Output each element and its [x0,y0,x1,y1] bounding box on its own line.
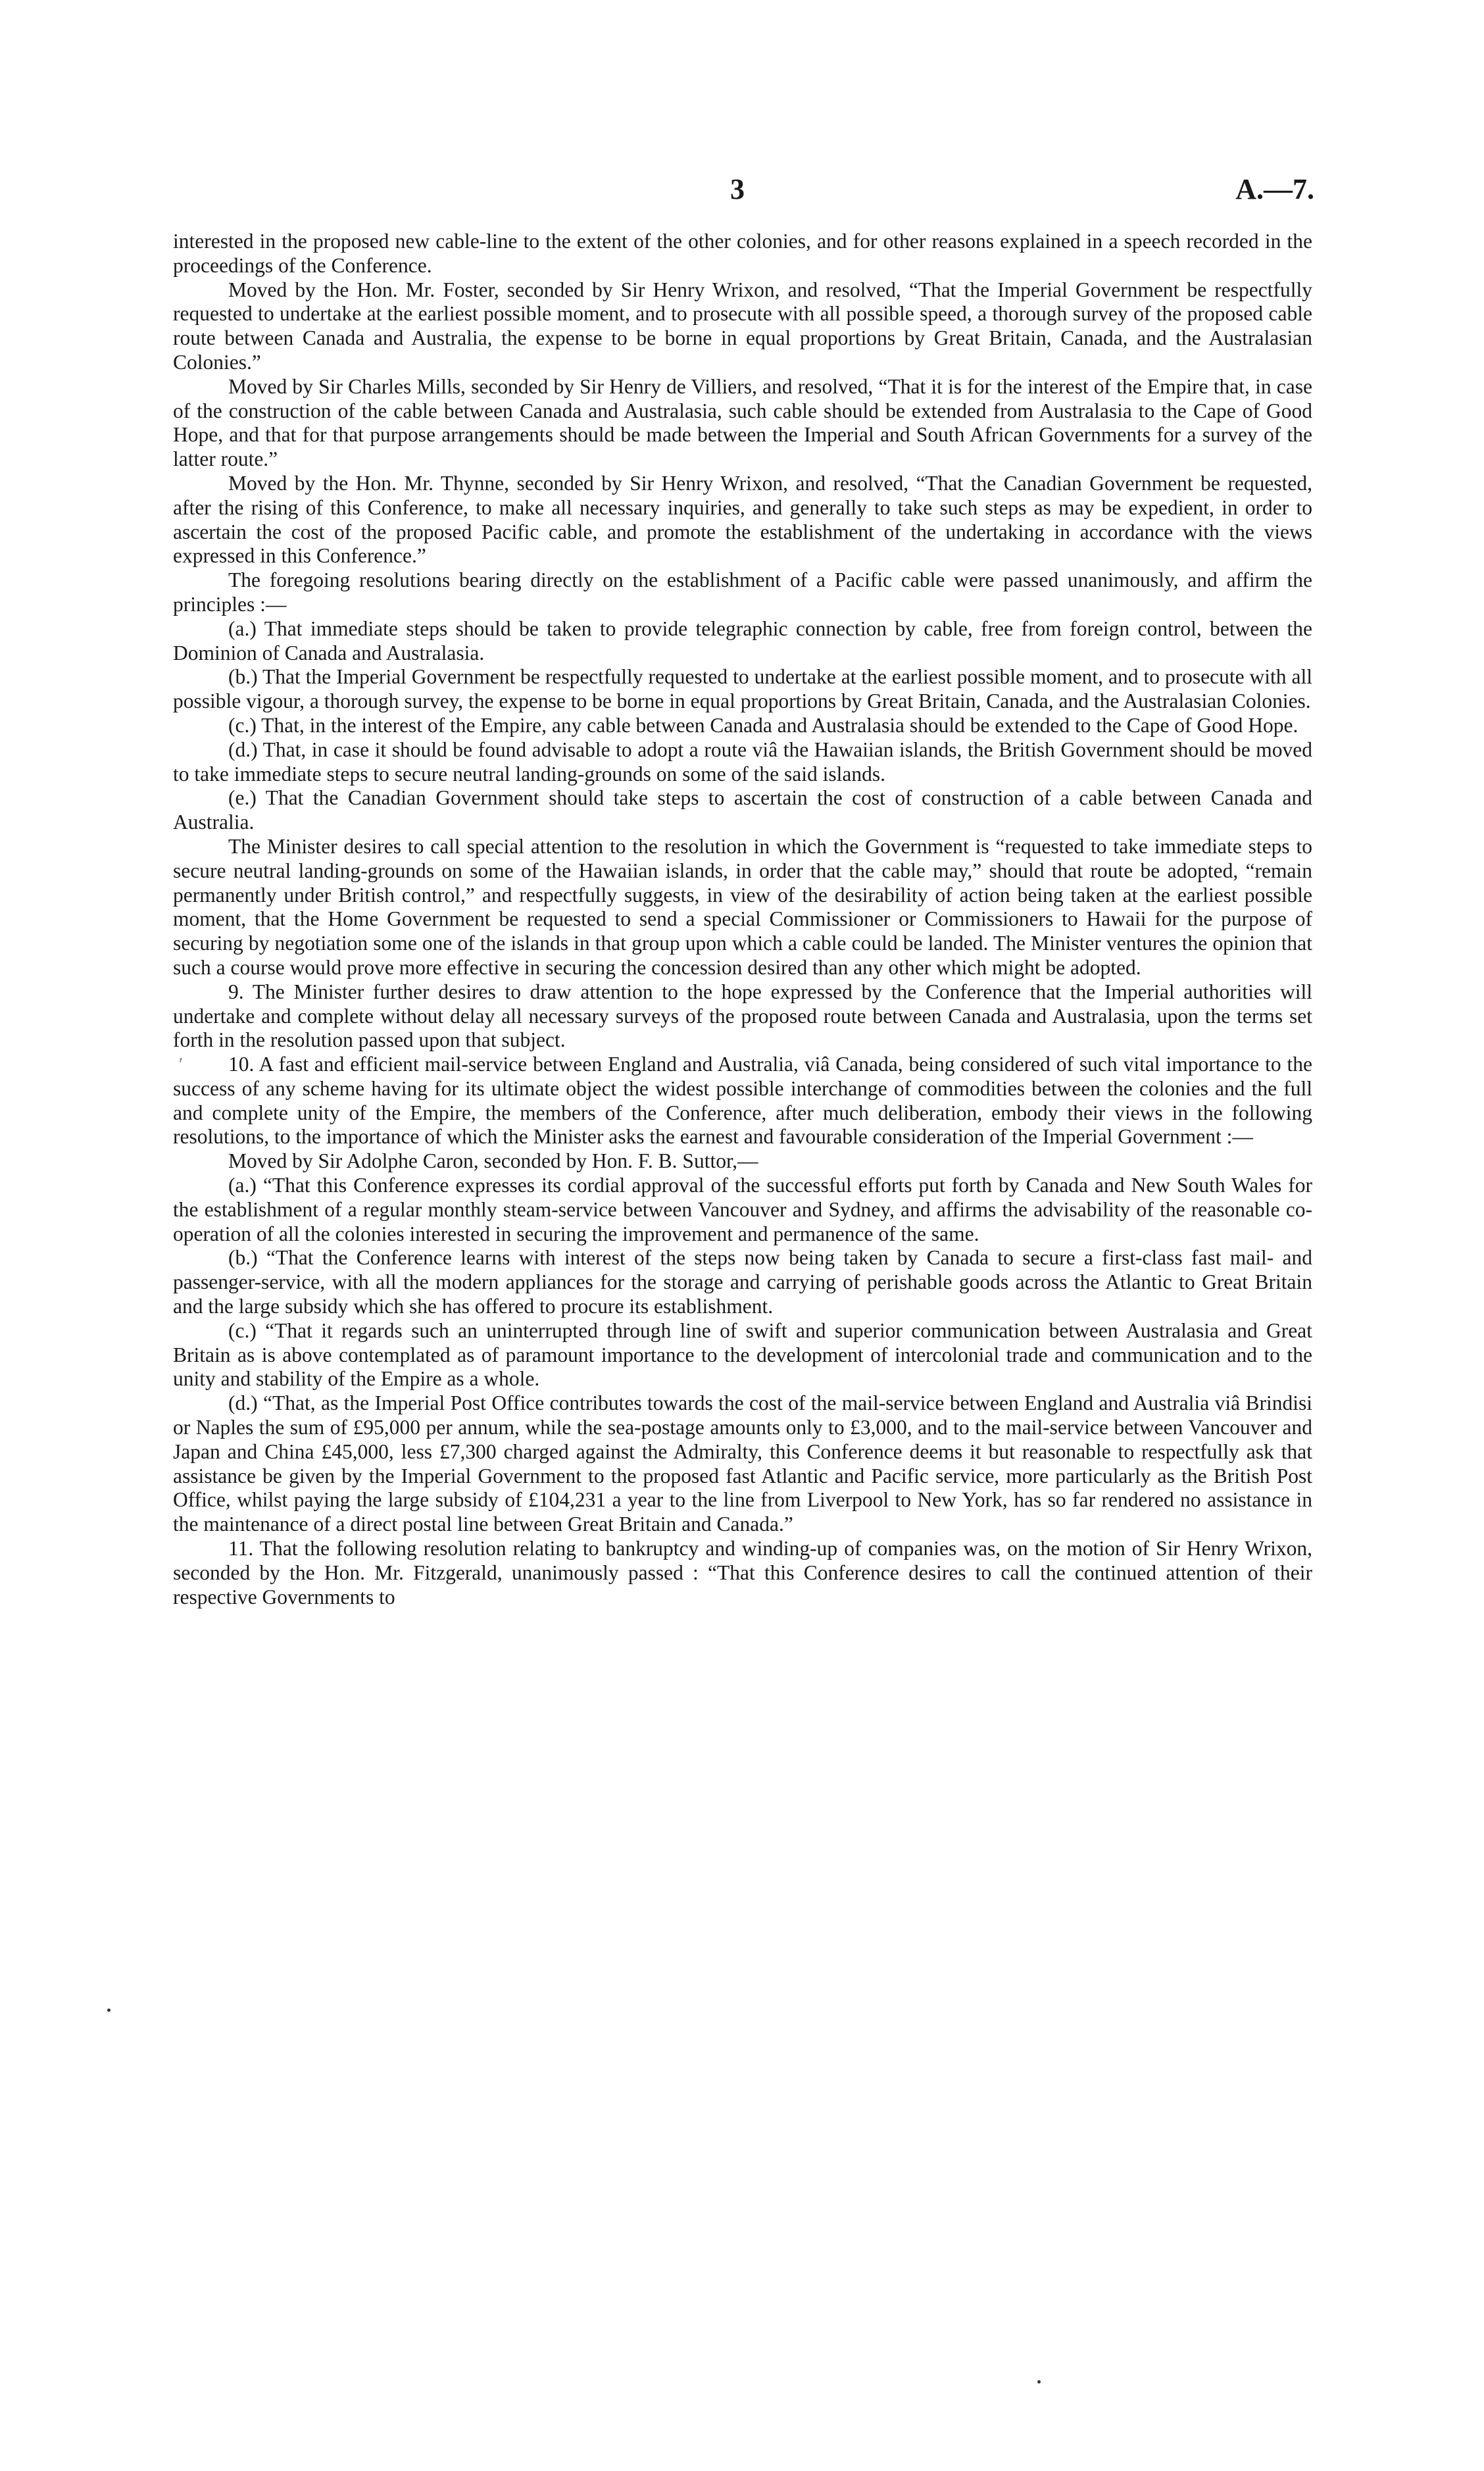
paragraph: (d.) That, in case it should be found advisable to adopt a route viâ the Hawaiian islands, the British Government should be moved to take immediate steps to secure neutral landing-grounds on some of the said islands. [173,737,1312,786]
paragraph: (b.) “That the Conference learns with interest of the steps now being taken by Canada to secure a first-class fast mail- and passenger-service, with all the modern appliances for the storage and carrying of perishable goods across the Atlantic to Great Britain and the large subsidy which she has offered to procure its establishment. [173,1246,1312,1318]
scan-speck [107,2009,111,2012]
paragraph: interested in the proposed new cable-line to the extent of the other colonies, and for other reasons explained in a speech recorded in the proceedings of the Conference. [173,230,1312,277]
paragraph: (b.) That the Imperial Government be respectfully requested to undertake at the earliest possible moment, and to prosecute with all possible vigour, a thorough survey, the expense to be borne in equal proportions by Great Britain, Canada, and the Australasian Colonies. [173,665,1312,713]
paragraph: (c.) “That it regards such an uninterrupted through line of swift and superior communication between Australasia and Great Britain as is above contemplated as of paramount importance to the development of intercolonial trade and communication and to the unity and stability of the Empire as a whole. [173,1318,1312,1391]
page-header [0,172,1484,212]
document-reference: A.—7. [1235,173,1314,205]
paragraph: Moved by the Hon. Mr. Foster, seconded by Sir Henry Wrixon, and resolved, “That the Imperial Government be respectfully requested to undertake at the earliest possible moment, and to prosecute with all possible speed, a thorough survey of the proposed cable route between Canada and Australia, the expense to be borne in equal proportions by Great Britain, Canada, and the Australasian Colonies.” [173,278,1312,374]
paragraph: The Minister desires to call special attention to the resolution in which the Government is “requested to take immediate steps to secure neutral landing-grounds on some of the Hawaiian islands, in order that the cable may,” should that route be adopted, “remain permanently under British control,” and respectfully suggests, in view of the desirability of action being taken at the earliest possible moment, that the Home Government be requested to send a special Commissioner or Commissioners to Hawaii for the purpose of securing by negotiation some one of the islands in that group upon which a cable could be landed. The Minister ventures the opinion that such a course would prove more effective in securing the concession desired than any other which might be adopted. [173,834,1312,979]
paragraph: Moved by the Hon. Mr. Thynne, seconded by Sir Henry Wrixon, and resolved, “That the Canadian Government be requested, after the rising of this Conference, to make all necessary inquiries, and generally to take such steps as may be expedient, in order to ascertain the cost of the proposed Pacific cable, and promote the establishment of the undertaking in accordance with the views expressed in this Conference.” [173,471,1312,568]
scan-mark: ʹ [179,1055,184,1075]
paragraph: Moved by Sir Adolphe Caron, seconded by Hon. F. B. Suttor,— [228,1149,758,1173]
paragraph: (d.) “That, as the Imperial Post Office contributes towards the cost of the mail-service between England and Australia viâ Brindisi or Naples the sum of £95,000 per annum, while the sea-postage amounts only to £3,000, and to the mail-service between Vancouver and Japan and China £45,000, less £7,300 charged against the Admiralty, this Conference deems it but reasonable to respectfully ask that assistance be given by the Imperial Government to the proposed fast Atlantic and Pacific service, more particularly as the British Post Office, whilst paying the large subsidy of £104,231 a year to the line from Liverpool to New York, has so far rendered no assistance in the maintenance of a direct postal line between Great Britain and Canada.” [173,1391,1312,1536]
paragraph: (a.) “That this Conference expresses its cordial approval of the successful efforts put forth by Canada and New South Wales for the establishment of a regular monthly steam-service between Vancouver and Sydney, and affirms the advisability of the reasonable co-operation of all the colonies interested in securing the improvement and permanence of the same. [173,1174,1312,1245]
paragraph: (c.) That, in the interest of the Empire, any cable between Canada and Australasia should be extended to the Cape of Good Hope. [228,713,1298,737]
page-number: 3 [730,173,745,205]
paragraph: The foregoing resolutions bearing directly on the establishment of a Pacific cable were passed unanimously, and affirm the principles :— [173,568,1312,616]
paragraph: 10. A fast and efficient mail-service between England and Australia, viâ Canada, being considered of such vital importance to the success of any scheme having for its ultimate object the widest possible interchange of commodities between the colonies and the full and complete unity of the Empire, the members of the Conference, after much deliberation, embody their views in the following resolutions, to the importance of which the Minister asks the earnest and favourable consideration of the Imperial Government :— [173,1053,1312,1149]
paragraph: 11. That the following resolution relating to bankruptcy and winding-up of companies was, on the motion of Sir Henry Wrixon, seconded by the Hon. Mr. Fitzgerald, unanimously passed : “That this Conference desires to call the continued attention of their respective Governments to [173,1537,1312,1609]
paragraph: (e.) That the Canadian Government should take steps to ascertain the cost of construction of a cable between Canada and Australia. [173,786,1312,834]
paragraph: (a.) That immediate steps should be taken to provide telegraphic connection by cable, free from foreign control, between the Dominion of Canada and Australasia. [173,616,1312,664]
scan-speck [1037,2380,1041,2384]
document-body [173,230,1312,1609]
paragraph: Moved by Sir Charles Mills, seconded by Sir Henry de Villiers, and resolved, “That it is for the interest of the Empire that, in case of the construction of the cable between Canada and Australasia, such cable should be extended from Australasia to the Cape of Good Hope, and that for that purpose arrangements should be made between the Imperial and South African Governments for a survey of the latter route.” [173,374,1312,471]
paragraph: 9. The Minister further desires to draw attention to the hope expressed by the Conference that the Imperial authorities will undertake and complete without delay all necessary surveys of the proposed route between Canada and Australasia, upon the terms set forth in the resolution passed upon that subject. [173,980,1312,1052]
